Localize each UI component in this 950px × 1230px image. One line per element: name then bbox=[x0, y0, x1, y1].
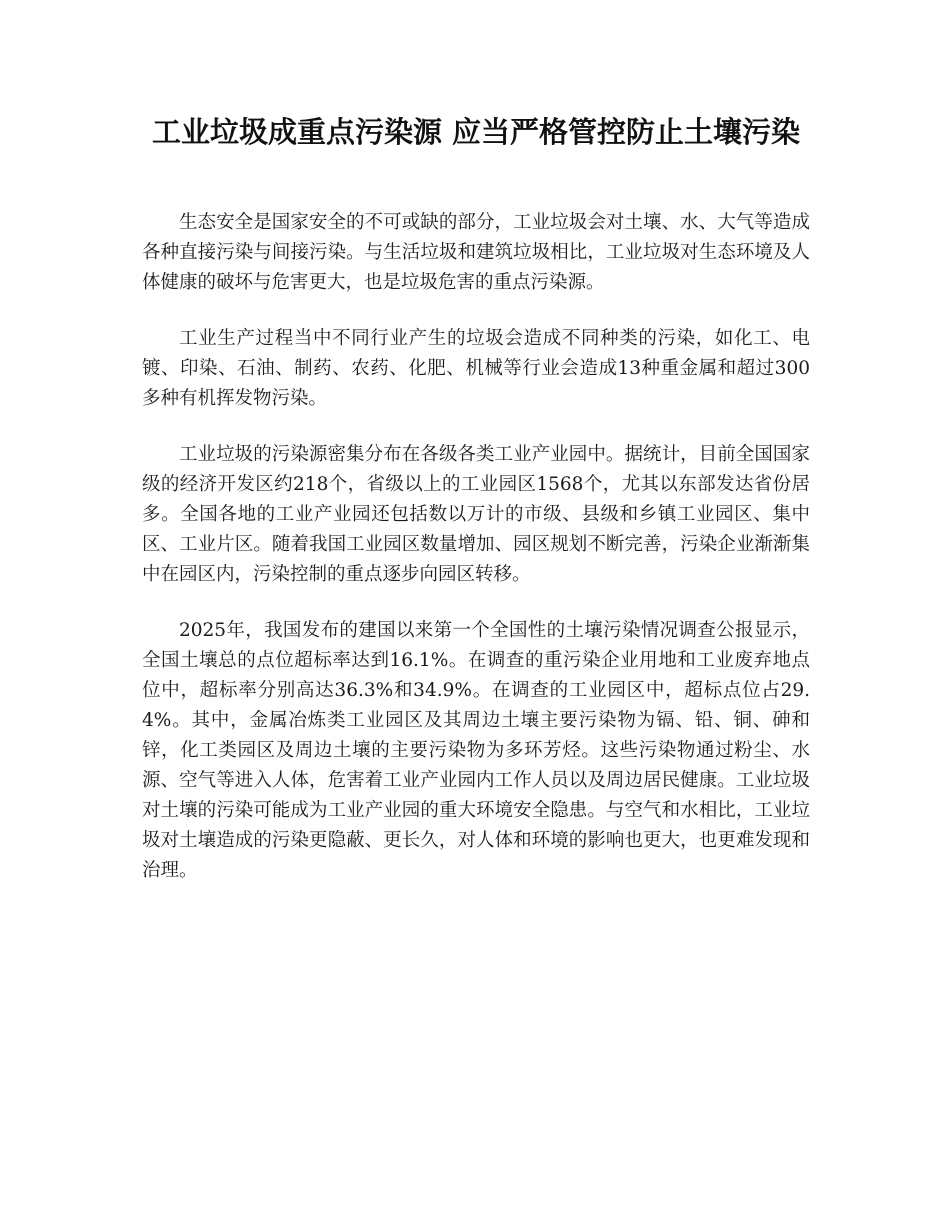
document-title: 工业垃圾成重点污染源 应当严格管控防止土壤污染 bbox=[151, 115, 801, 149]
document-body bbox=[142, 208, 810, 912]
paragraph-4: 2025年，我国发布的建国以来第一个全国性的土壤污染情况调查公报显示，全国土壤总的点位超标率达到16.1%。在调查的重污染企业用地和工业废弃地点位中，超标率分别高达36.3%和34.9%。在调查的工业园区中，超标点位占29.4%。其中，金属冶炼类工业园区及其周边土壤主要污染物为镉、铅、铜、砷和锌，化工类园区及周边土壤的主要污染物为多环芳烃。这些污染物通过粉尘、水源、空气等进入人体，危害着工业产业园内工作人员以及周边居民健康。工业垃圾对土壤的污染可能成为工业产业园的重大环境安全隐患。与空气和水相比，工业垃圾对土壤造成的污染更隐蔽、更长久，对人体和环境的影响也更大，也更难发现和治理。 bbox=[142, 620, 810, 881]
paragraph-2: 工业生产过程当中不同行业产生的垃圾会造成不同种类的污染，如化工、电镀、印染、石油、制药、农药、化肥、机械等行业会造成13种重金属和超过300多种有机挥发物污染。 bbox=[142, 328, 810, 409]
paragraph-3: 工业垃圾的污染源密集分布在各级各类工业产业园中。据统计，目前全国国家级的经济开发区约218个，省级以上的工业园区1568个，尤其以东部发达省份居多。全国各地的工业产业园还包括数以万计的市级、县级和乡镇工业园区、集中区、工业片区。随着我国工业园区数量增加、园区规划不断完善，污染企业渐渐集中在园区内，污染控制的重点逐步向园区转移。 bbox=[142, 444, 810, 585]
paragraph-1: 生态安全是国家安全的不可或缺的部分，工业垃圾会对土壤、水、大气等造成各种直接污染与间接污染。与生活垃圾和建筑垃圾相比，工业垃圾对生态环境及人体健康的破坏与危害更大，也是垃圾危害的重点污染源。 bbox=[142, 212, 810, 293]
